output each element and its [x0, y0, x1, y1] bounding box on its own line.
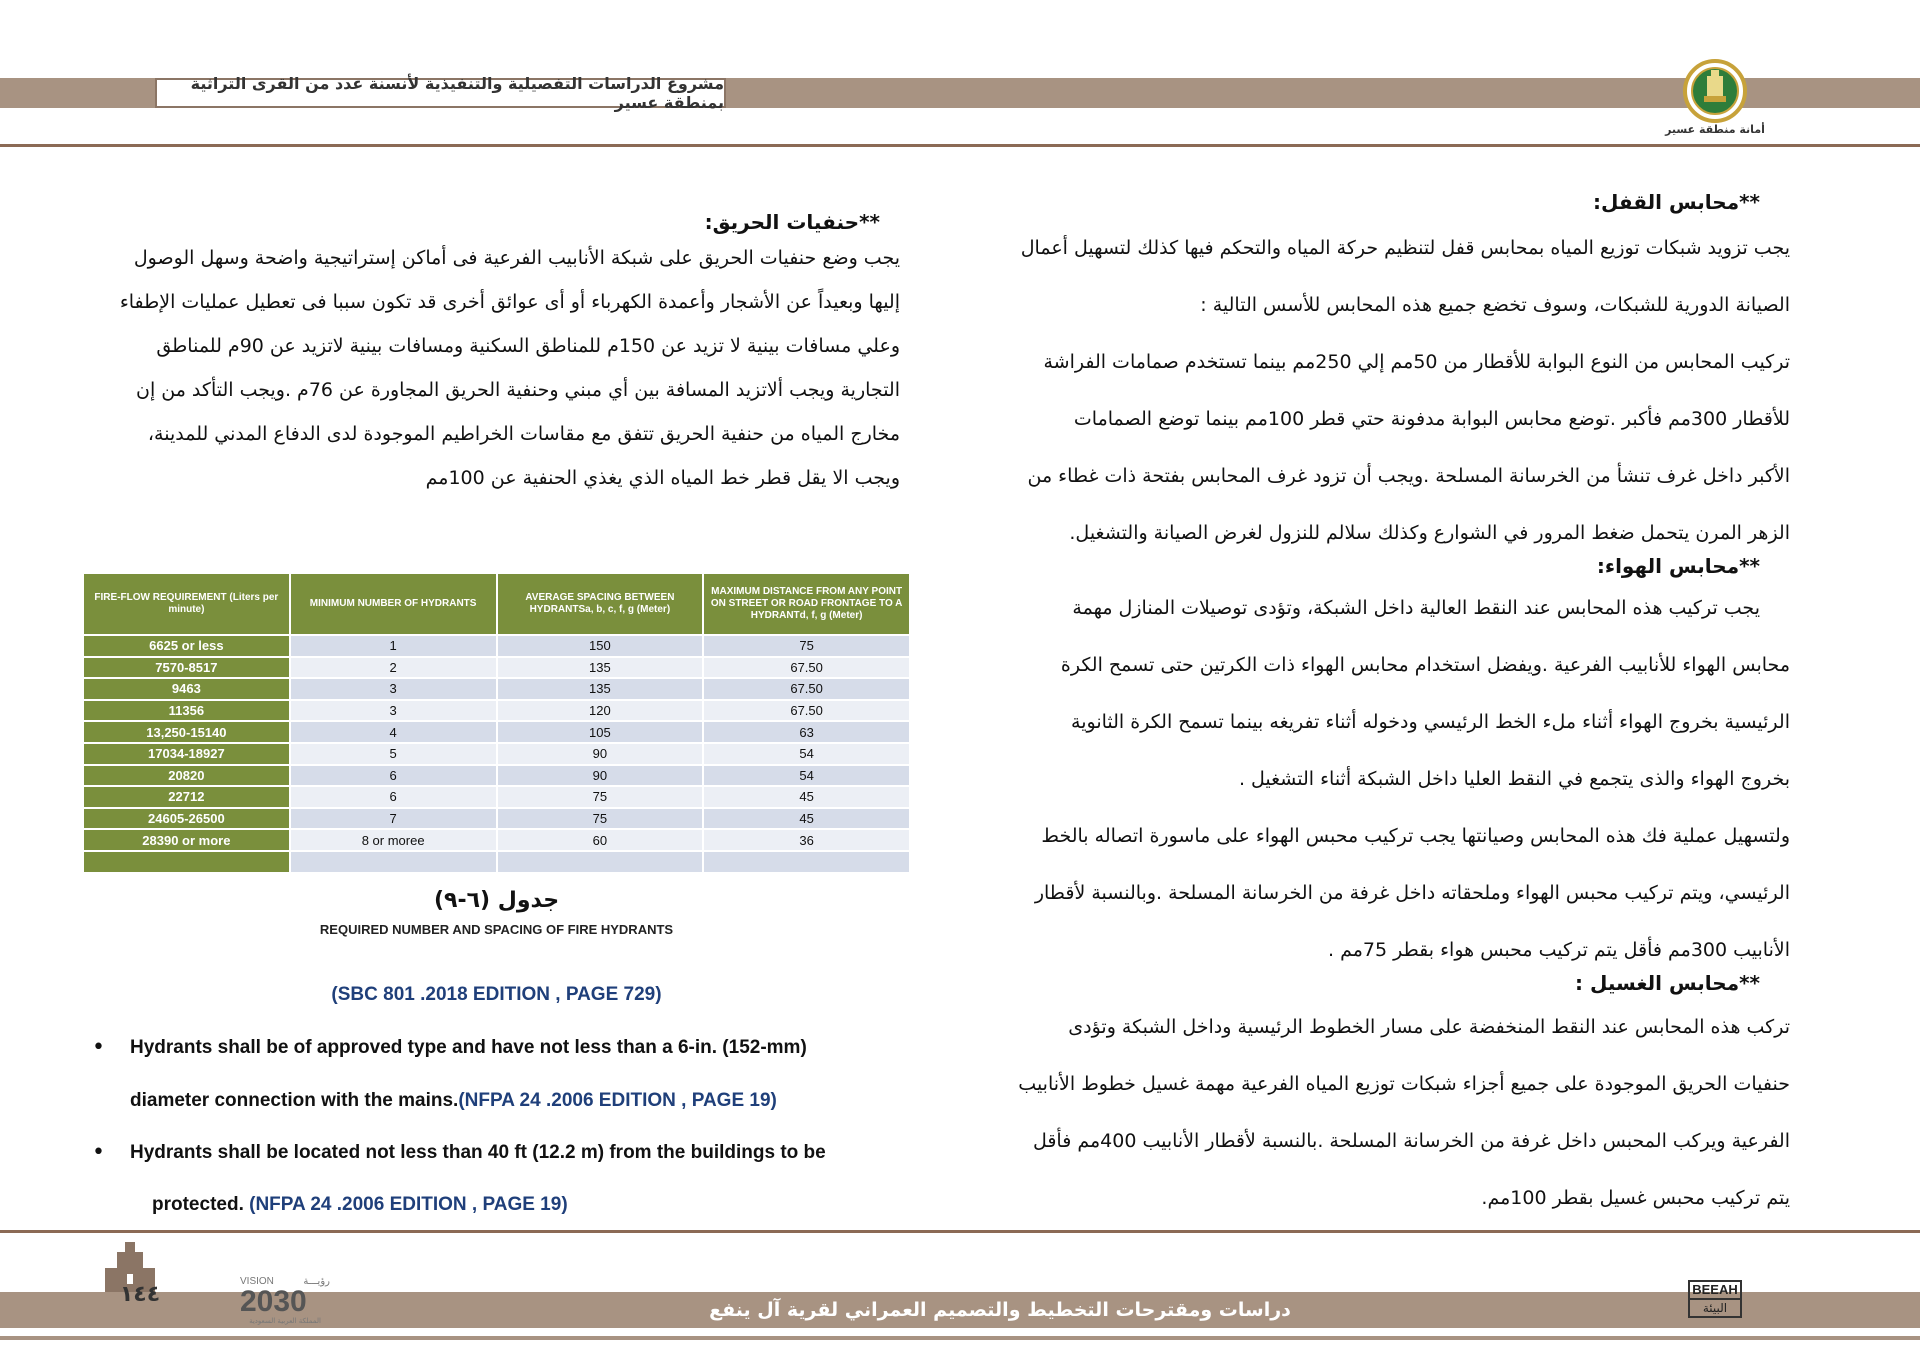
table-cell: 54: [704, 744, 909, 764]
bullet-text-line: [152, 1194, 568, 1216]
beeah-logo: [1688, 1280, 1742, 1332]
table-row: [84, 809, 909, 829]
text-line: الفرعية ويركب المحبس داخل غرفة من الخرسانة المسلحة .بالنسبة لأقطار الأنابيب 400مم فأقل: [1032, 1130, 1790, 1152]
text-line: الأكبر داخل غرف تنشأ من الخرسانة المسلحة .ويجب أن تزود غرف المحابس بفتحة ذات غطاء من: [1027, 465, 1790, 487]
table-cell: 28390 or more: [84, 830, 289, 850]
table-cell: 8 or moree: [291, 830, 496, 850]
vision-subtitle: المملكة العربية السعودية: [249, 1317, 321, 1325]
table-cell: 1: [291, 636, 496, 656]
air-valves-text: [990, 580, 1790, 979]
table-cell: 9463: [84, 679, 289, 699]
table-cell: 135: [498, 658, 703, 678]
bullet-text: protected.: [152, 1194, 250, 1215]
lock-valves-text: [990, 220, 1790, 562]
table-cell: 20820: [84, 766, 289, 786]
air-valves-heading: **محابس الهواء:: [1596, 554, 1760, 578]
table-cell: 45: [704, 809, 909, 829]
table-row: [84, 722, 909, 742]
bullet-text: diameter connection with the mains.: [130, 1090, 459, 1111]
vision-year: 2030: [240, 1285, 307, 1318]
text-line: الزهر المرن يتحمل ضغط المرور في الشوارع وكذلك سلالم للنزول لغرض الصيانة والتشغيل.: [1069, 522, 1790, 544]
vision-2030-logo: [240, 1276, 330, 1332]
table-row: [84, 658, 909, 678]
footer-rule: [0, 1230, 1920, 1233]
table-cell: [704, 852, 909, 872]
footer-strip: [0, 1336, 1920, 1340]
table-cell: 4: [291, 722, 496, 742]
bullet-icon: •: [92, 1140, 105, 1165]
table-cell: [498, 852, 703, 872]
table-cell: 13,250-15140: [84, 722, 289, 742]
lock-valves-heading: **محابس القفل:: [1593, 190, 1760, 214]
wash-valves-text: [990, 999, 1790, 1227]
footer-title: دراسات ومقترحات التخطيط والتصميم العمراني لقرية آل ينفع: [709, 1299, 1291, 1321]
beeah-mark-ar: البيئة: [1688, 1300, 1742, 1318]
table-cell: 75: [704, 636, 909, 656]
table-cell: 150: [498, 636, 703, 656]
table-cell: 17034-18927: [84, 744, 289, 764]
left-column: [88, 210, 900, 500]
bullet-text-line: Hydrants shall be of approved type and have not less than a 6-in. (152-mm): [130, 1037, 807, 1058]
nfpa-reference: (NFPA 24 .2006 EDITION , PAGE 19): [249, 1194, 568, 1215]
bullet-item: [92, 1140, 105, 1165]
header-rule: [0, 144, 1920, 147]
table-row: [84, 766, 909, 786]
table-row: [84, 852, 909, 872]
table-cell: 7570-8517: [84, 658, 289, 678]
table-cell: 24605-26500: [84, 809, 289, 829]
table-cell: 105: [498, 722, 703, 742]
beeah-mark: BEEAH: [1688, 1280, 1742, 1300]
hydrants-text: [88, 236, 900, 500]
table-cell: 6625 or less: [84, 636, 289, 656]
table-row: [84, 701, 909, 721]
text-line: وعلي مسافات بينية لا تزيد عن 150م للمناطق السكنية ومسافات بينية لاتزيد عن 90م للمناطق: [156, 335, 900, 357]
table-cell: [84, 852, 289, 872]
table-row: [84, 636, 909, 656]
table-cell: 135: [498, 679, 703, 699]
text-line: الرئيسي، ويتم تركيب محبس الهواء وملحقاته داخل غرفة من الخرسانة المسلحة .وبالنسبة لأقطار: [1034, 882, 1790, 904]
table-cell: 45: [704, 787, 909, 807]
text-line: مخارج المياه من حنفية الحريق تتفق مع مقاسات الخراطيم الموجودة لدى الدفاع المدني للمدينة،: [147, 423, 900, 445]
text-line: بخروج الهواء والذى يتجمع في النقط العليا داخل الشبكة أثناء التشغيل .: [1238, 768, 1790, 790]
hydrants-heading: **حنفيات الحريق:: [704, 210, 880, 234]
text-line: حنفيات الحريق الموجودة على جميع أجزاء شبكات توزيع المياه الفرعية مهمة غسيل خطوط الأنابيب: [1018, 1073, 1790, 1095]
table-cell: 90: [498, 766, 703, 786]
table-caption-arabic: جدول (٦-٩): [433, 888, 560, 913]
table-cell: 75: [498, 809, 703, 829]
table-cell: 5: [291, 744, 496, 764]
table-cell: 60: [498, 830, 703, 850]
municipality-seal-icon: [1670, 58, 1760, 128]
hydrant-spacing-table: [82, 572, 911, 874]
bullet-icon: •: [92, 1035, 105, 1060]
table-cell: 67.50: [704, 679, 909, 699]
text-line: الأنابيب 300مم فأقل يتم تركيب محبس هواء بقطر 75مم .: [1327, 939, 1790, 961]
table-cell: 6: [291, 766, 496, 786]
text-line: ولتسهيل عملية فك هذه المحابس وصيانتها يجب تركيب محبس الهواء على ماسورة اتصاله بالخط: [1041, 825, 1790, 847]
table-cell: 63: [704, 722, 909, 742]
table-cell: 3: [291, 679, 496, 699]
text-line: تركيب المحابس من النوع البوابة للأقطار من 50مم إلي 250مم بينما تستخدم صمامات الفراشة: [1043, 351, 1790, 373]
bullet-item: [92, 1035, 105, 1060]
table-cell: 75: [498, 787, 703, 807]
table-cell: 67.50: [704, 658, 909, 678]
table-cell: 54: [704, 766, 909, 786]
text-line: يتم تركيب محبس غسيل بقطر 100مم.: [1481, 1187, 1790, 1209]
table-cell: 11356: [84, 701, 289, 721]
text-line: الرئيسية بخروج الهواء أثناء ملء الخط الرئيسي ودخوله أثناء تفريغه بينما تسمح الكرة الثانوية: [1071, 711, 1790, 733]
table-cell: 67.50: [704, 701, 909, 721]
nfpa-reference: (NFPA 24 .2006 EDITION , PAGE 19): [458, 1090, 777, 1111]
sbc-reference: (SBC 801 .2018 EDITION , PAGE 729): [331, 984, 662, 1005]
logo-caption: أمانة منطقة عسير: [1665, 123, 1765, 136]
table-caption-english: REQUIRED NUMBER AND SPACING OF FIRE HYDRANTS: [319, 922, 674, 937]
text-line: محابس الهواء للأنابيب الفرعية .ويفضل استخدام محابس الهواء ذات الكرتين حتى تسمح الكرة: [1060, 654, 1790, 676]
table-header: MINIMUM NUMBER OF HYDRANTS: [291, 574, 496, 634]
table-row: [84, 830, 909, 850]
text-line: إليها وبعيداً عن الأشجار وأعمدة الكهرباء أو أى عوائق أخرى قد تكون سببا فى تعطيل عمليات الإطفاء: [119, 291, 900, 313]
table-header: MAXIMUM DISTANCE FROM ANY POINT ON STREET OR ROAD FRONTAGE TO A HYDRANTd, f, g (Meter): [704, 574, 909, 634]
table-cell: 90: [498, 744, 703, 764]
table-cell: [291, 852, 496, 872]
table-cell: 36: [704, 830, 909, 850]
vision-label-ar: رؤيـــة: [303, 1276, 330, 1287]
text-line: التجارية ويجب ألاتزيد المسافة بين أي مبني وحنفية الحريق المجاورة عن 76م .ويجب التأكد من إن: [135, 379, 900, 401]
table-row: [84, 679, 909, 699]
right-column: [990, 190, 1790, 1227]
vision-label: VISION: [240, 1276, 274, 1287]
table-header: FIRE-FLOW REQUIREMENT (Liters per minute): [84, 574, 289, 634]
table-header-row: [84, 574, 909, 634]
text-line: للأقطار 300مم فأكبر .توضع محابس البوابة مدفونة حتي قطر 100مم بينما توضع الصمامات: [1073, 408, 1790, 430]
table-cell: 2: [291, 658, 496, 678]
bullet-text-line: [130, 1090, 777, 1112]
table-cell: 22712: [84, 787, 289, 807]
text-line: ويجب الا يقل قطر خط المياه الذي يغذي الحنفية عن 100مم: [425, 467, 900, 489]
table-row: [84, 744, 909, 764]
table-cell: 6: [291, 787, 496, 807]
text-line: يجب تزويد شبكات توزيع المياه بمحابس قفل لتنظيم حركة المياه والتحكم فيها كذلك لتسهيل أعمال: [1020, 237, 1790, 259]
table-cell: 3: [291, 701, 496, 721]
project-title: مشروع الدراسات التفصيلية والتنفيذية لأنسنة عدد من القرى التراثية بمنطقة عسير: [155, 78, 726, 108]
bullet-text-line: Hydrants shall be located not less than 40 ft (12.2 m) from the buildings to be: [130, 1142, 826, 1163]
table-row: [84, 787, 909, 807]
table-cell: 120: [498, 701, 703, 721]
text-line: يجب وضع حنفيات الحريق على شبكة الأنابيب الفرعية فى أماكن إستراتيجية واضحة وسهل الوصول: [133, 247, 900, 269]
table-header: AVERAGE SPACING BETWEEN HYDRANTSa, b, c, f, g (Meter): [498, 574, 703, 634]
page-number: ١٤٤: [119, 1282, 161, 1307]
table-cell: 7: [291, 809, 496, 829]
wash-valves-heading: **محابس الغسيل :: [1575, 971, 1760, 995]
text-line: يجب تركيب هذه المحابس عند النقط العالية داخل الشبكة، وتؤدى توصيلات المنازل مهمة: [1072, 597, 1760, 619]
text-line: الصيانة الدورية للشبكات، وسوف تخضع جميع هذه المحابس للأسس التالية :: [1200, 294, 1790, 316]
text-line: تركب هذه المحابس عند النقط المنخفضة على مسار الخطوط الرئيسية وداخل الشبكة وتؤدى: [1068, 1016, 1790, 1038]
